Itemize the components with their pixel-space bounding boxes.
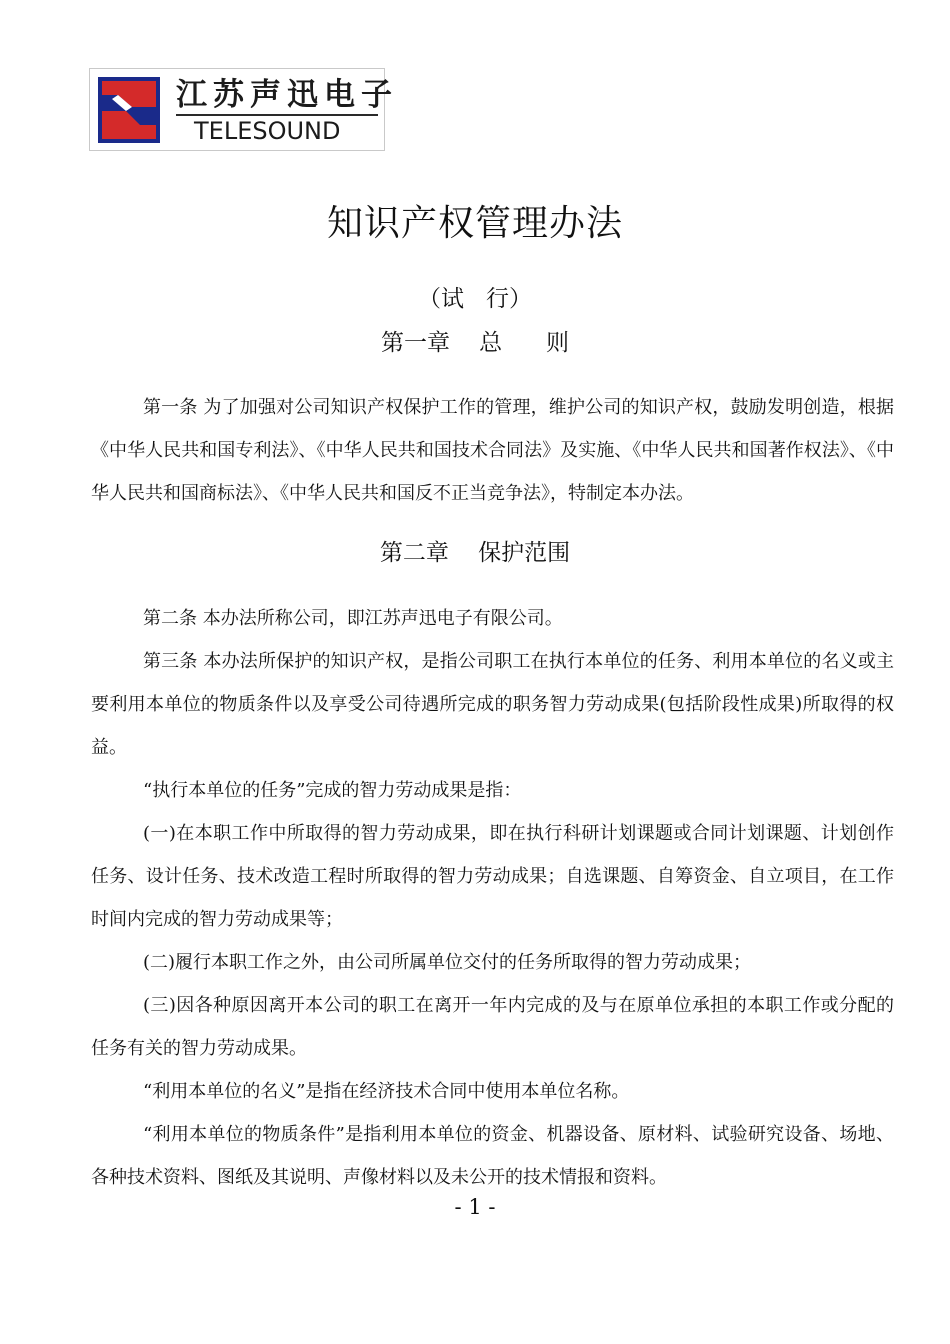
task-definition: “执行本单位的任务”完成的智力劳动成果是指：	[143, 780, 522, 801]
chapter-1-heading: 第一章 总 则	[380, 330, 570, 356]
logo-company-name-en: TELESOUND	[194, 117, 341, 145]
article-3: 第三条 本办法所保护的知识产权，是指公司职工在执行本单位的任务、利用本单位的名义或主要利用本单位的物质条件以及享受公司待遇所完成的职务智力劳动成果(包括阶段性成果)所取得的权益。	[91, 651, 894, 758]
name-definition: “利用本单位的名义”是指在经济技术合同中使用本单位名称。	[143, 1081, 630, 1102]
article-1: 第一条 为了加强对公司知识产权保护工作的管理，维护公司的知识产权，鼓励发明创造，根据《中华人民共和国专利法》、《中华人民共和国技术合同法》及实施、《中华人民共和国著作权法》、《中华人民共和国商标法》、《中华人民共和国反不正当竞争法》，特制定本办法。	[91, 397, 894, 504]
company-logo	[89, 68, 398, 151]
document-subtitle: （试 行）	[418, 286, 532, 312]
logo-company-name-cn: 江苏声迅电子	[176, 77, 398, 113]
document-title: 知识产权管理办法	[326, 203, 623, 244]
telesound-logo-icon	[98, 77, 160, 143]
chapter-2-heading: 第二章 保护范围	[379, 540, 571, 566]
list-item-2: (二)履行本职工作之外，由公司所属单位交付的任务所取得的智力劳动成果；	[143, 952, 752, 973]
list-item-1: (一)在本职工作中所取得的智力劳动成果，即在执行科研计划课题或合同计划课题、计划创作任务、设计任务、技术改造工程时所取得的智力劳动成果；自选课题、自筹资金、自立项目，在工作时间内完成的智力劳动成果等；	[91, 823, 894, 930]
page-number: - 1 -	[454, 1195, 496, 1219]
list-item-3: (三)因各种原因离开本公司的职工在离开一年内完成的及与在原单位承担的本职工作或分配的任务有关的智力劳动成果。	[91, 995, 894, 1059]
material-definition: “利用本单位的物质条件”是指利用本单位的资金、机器设备、原材料、试验研究设备、场地、各种技术资料、图纸及其说明、声像材料以及未公开的技术情报和资料。	[91, 1124, 894, 1188]
article-2: 第二条 本办法所称公司，即江苏声迅电子有限公司。	[143, 608, 563, 629]
